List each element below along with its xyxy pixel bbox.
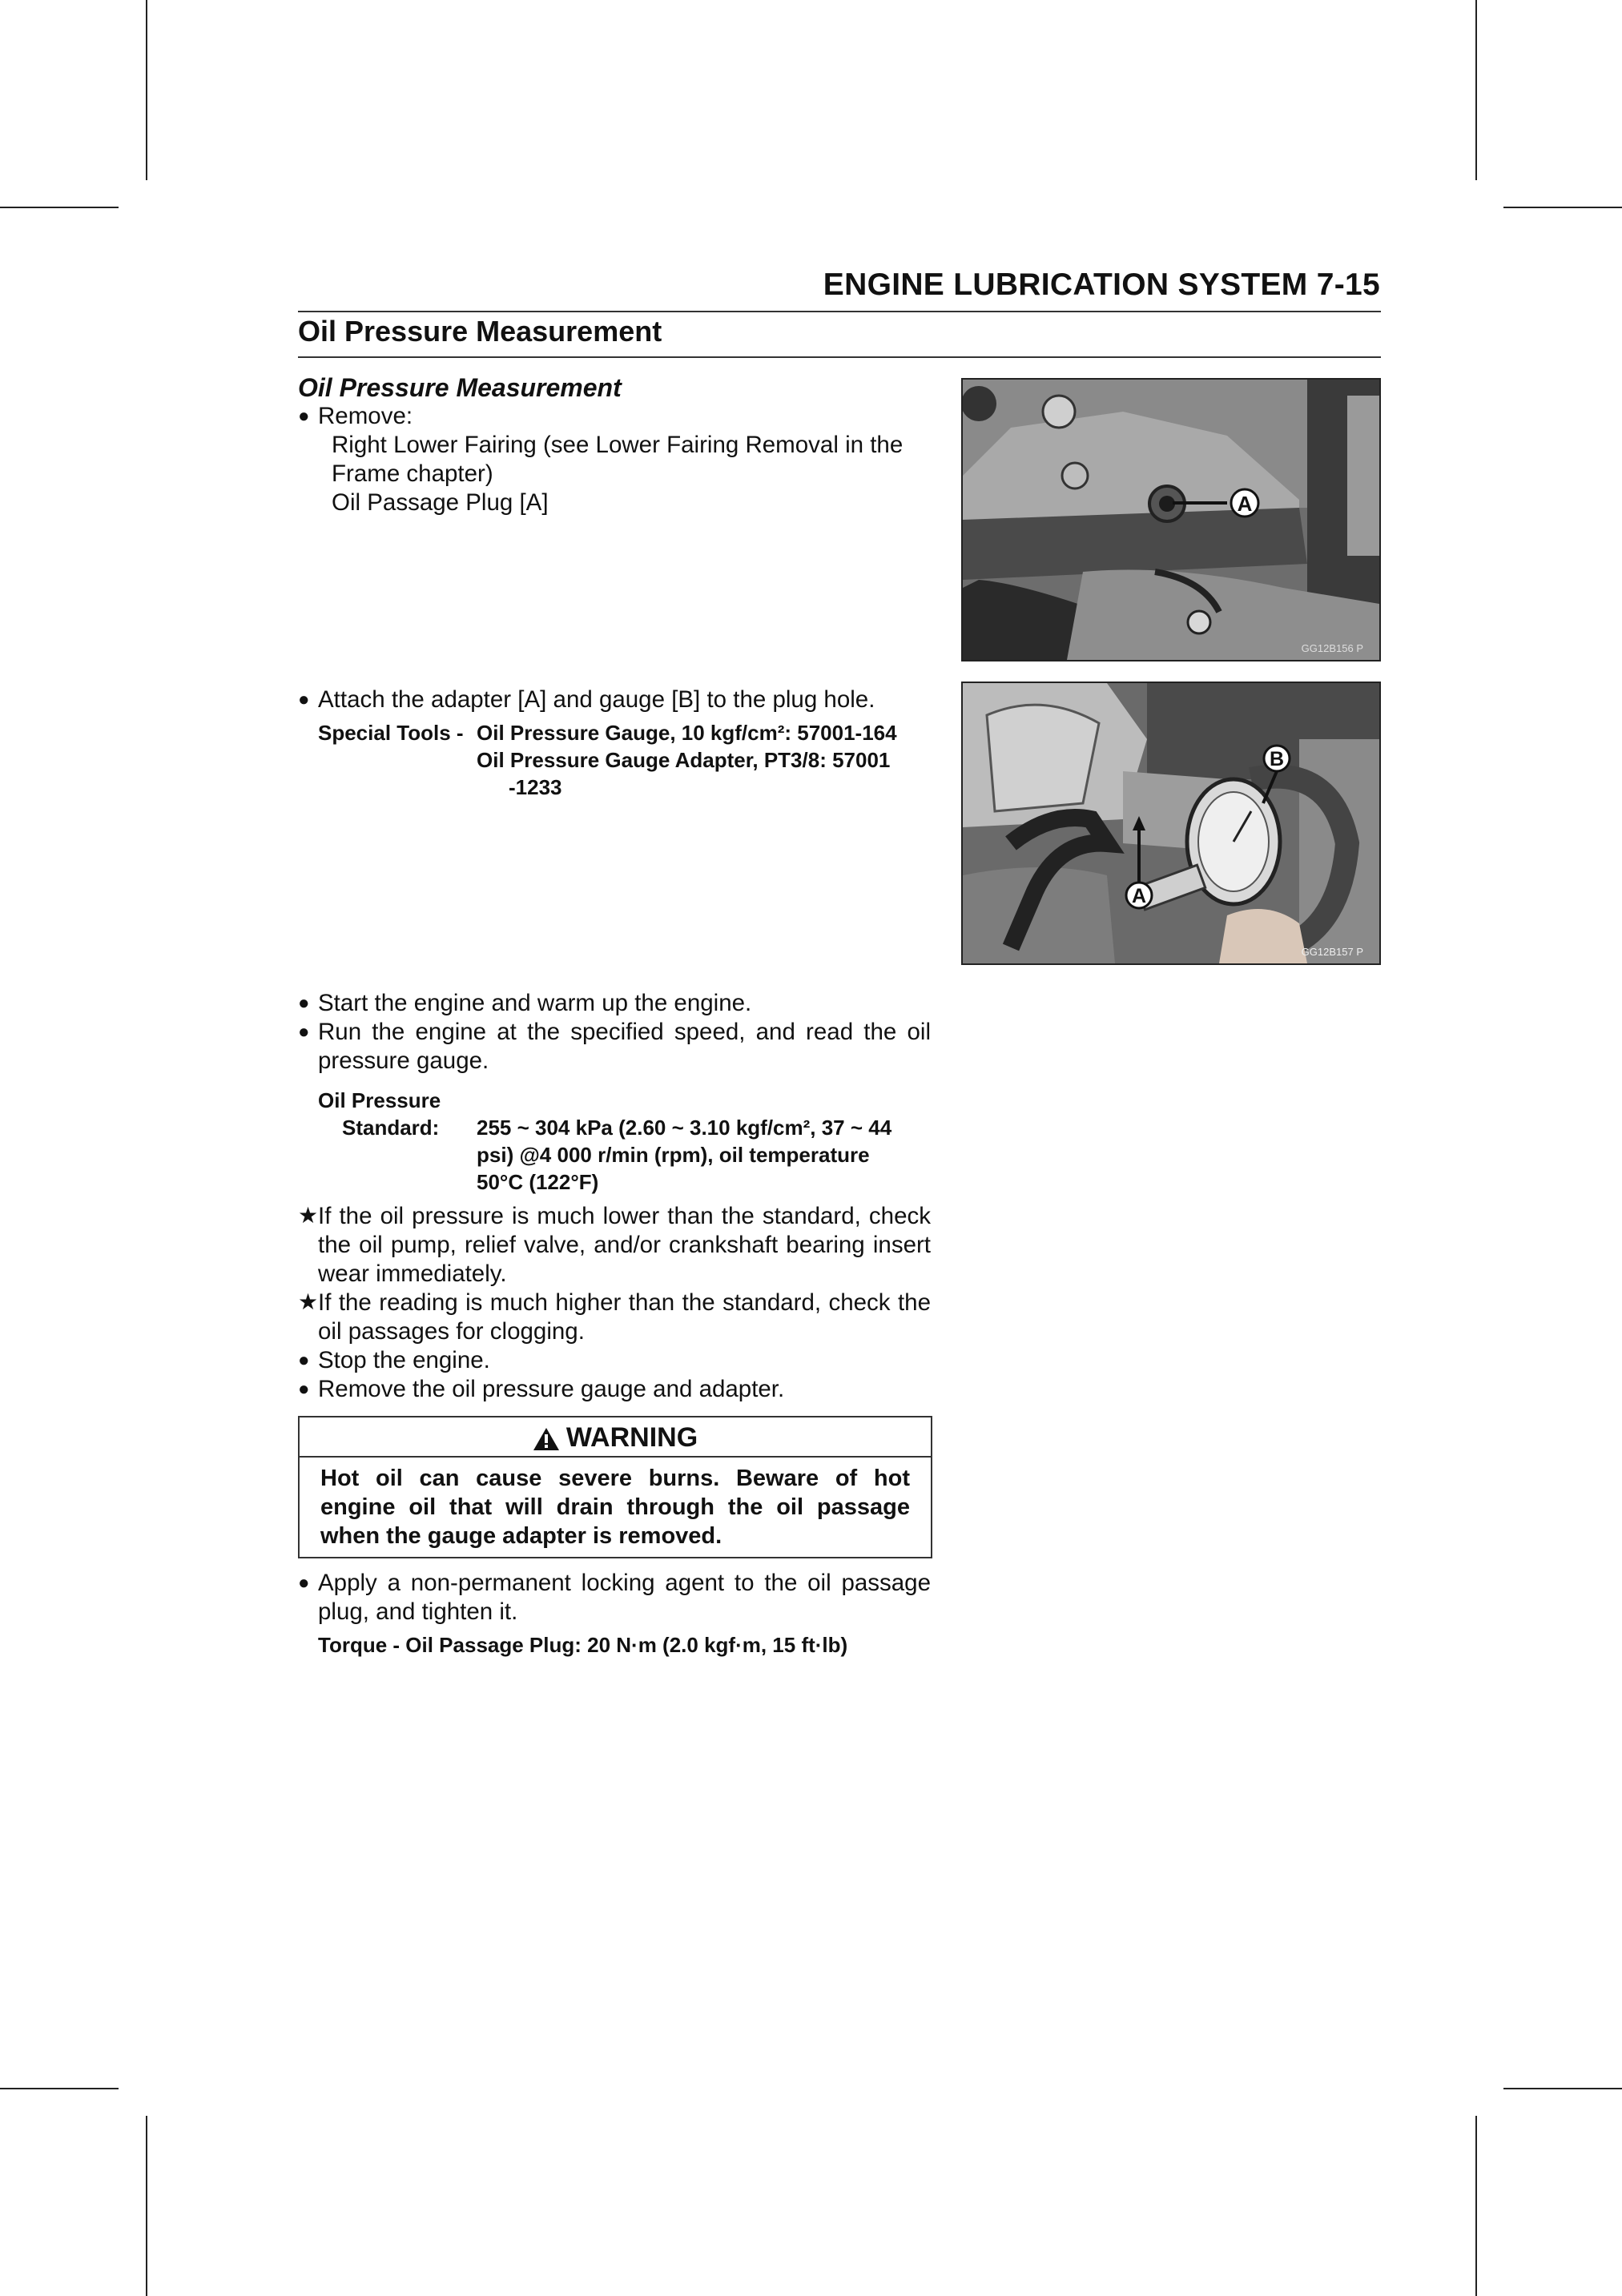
crop-mark	[0, 207, 119, 208]
special-tool-1: Oil Pressure Gauge, 10 kgf/cm²: 57001-164	[477, 721, 897, 745]
step-start-engine: ● Start the engine and warm up the engine.	[298, 990, 752, 1016]
warning-header	[300, 1417, 931, 1458]
bullet-icon: ●	[298, 689, 310, 710]
warning-text: Hot oil can cause severe burns. Beware of hot engine oil that will drain through the oil passage when the gauge adapter is removed.	[320, 1466, 910, 1549]
figure-oil-passage-plug	[961, 378, 1381, 661]
warning-triangle-icon	[533, 1427, 560, 1451]
step-attach: ● Attach the adapter [A] and gauge [B] to the plug hole.	[298, 686, 875, 713]
special-tools	[298, 719, 931, 801]
header-rule	[298, 311, 1381, 312]
figure-code: GG12B156 P	[1301, 642, 1363, 654]
subsection-title: Oil Pressure Measurement	[298, 373, 622, 402]
step-stop-engine: ● Stop the engine.	[298, 1347, 490, 1373]
crop-mark	[146, 2116, 147, 2296]
special-tool-2-cont: -1233	[509, 775, 562, 799]
callout-b: B	[1269, 748, 1285, 770]
crop-mark	[1475, 2116, 1477, 2296]
remove-item: Right Lower Fairing (see Lower Fairing Removal in the Frame chapter)	[332, 432, 904, 487]
spec-label: Oil Pressure	[318, 1088, 441, 1112]
star-icon: ★	[298, 1289, 319, 1314]
bullet-icon: ●	[298, 1572, 310, 1594]
check-low-pressure: ★ If the oil pressure is much lower than the standard, check the oil pump, relief valve, and/or crankshaft bearing insert wear immediately.	[298, 1203, 931, 1287]
attach-block	[298, 686, 931, 801]
page-header-title: ENGINE LUBRICATION SYSTEM 7-15	[823, 267, 1380, 302]
oil-pressure-spec	[298, 1087, 931, 1196]
callout-a: A	[1237, 492, 1253, 516]
step-remove-label: Remove:	[318, 403, 413, 429]
bullet-icon: ●	[298, 1349, 310, 1371]
step-remove-gauge: ● Remove the oil pressure gauge and adapter.	[298, 1376, 785, 1402]
crop-mark	[1503, 2088, 1622, 2089]
special-tool-2: Oil Pressure Gauge Adapter, PT3/8: 57001	[477, 748, 891, 772]
crop-mark	[1503, 207, 1622, 208]
crop-mark	[146, 0, 147, 180]
bullet-icon: ●	[298, 405, 310, 427]
special-tools-label: Special Tools -	[318, 721, 464, 745]
bullet-icon: ●	[298, 1021, 310, 1043]
step-remove	[298, 402, 931, 431]
remove-item: Oil Passage Plug [A]	[332, 489, 549, 516]
crop-mark	[1475, 0, 1477, 180]
remove-block	[298, 373, 931, 517]
step-read-gauge: ● Run the engine at the specified speed, and read the oil pressure gauge.	[298, 1019, 931, 1074]
spec-value-line: psi) @4 000 r/min (rpm), oil temperature	[477, 1143, 870, 1167]
check-high-pressure: ★ If the reading is much higher than the standard, check the oil passages for clogging.	[298, 1289, 931, 1345]
figure-code: GG12B157 P	[1301, 946, 1363, 958]
apply-block	[298, 1569, 931, 1659]
figure-gauge-adapter	[961, 682, 1381, 965]
bullet-icon: ●	[298, 992, 310, 1014]
step-apply-locking-agent: ● Apply a non-permanent locking agent to the oil passage plug, and tighten it.	[298, 1570, 931, 1625]
spec-standard-label: Standard:	[342, 1116, 440, 1140]
section-rule	[298, 356, 1381, 358]
run-block	[298, 989, 931, 1404]
spec-value-line: 255 ~ 304 kPa (2.60 ~ 3.10 kgf/cm², 37 ~ 44	[477, 1116, 892, 1140]
callout-a: A	[1131, 885, 1147, 907]
warning-title: WARNING	[565, 1422, 698, 1453]
section-title: Oil Pressure Measurement	[298, 315, 662, 348]
star-icon: ★	[298, 1203, 319, 1228]
torque-spec: Torque - Oil Passage Plug: 20 N·m (2.0 kgf·m, 15 ft·lb)	[318, 1633, 848, 1657]
crop-mark	[0, 2088, 119, 2089]
warning-box	[298, 1416, 932, 1558]
spec-value-line: 50°C (122°F)	[477, 1170, 599, 1194]
bullet-icon: ●	[298, 1378, 310, 1400]
